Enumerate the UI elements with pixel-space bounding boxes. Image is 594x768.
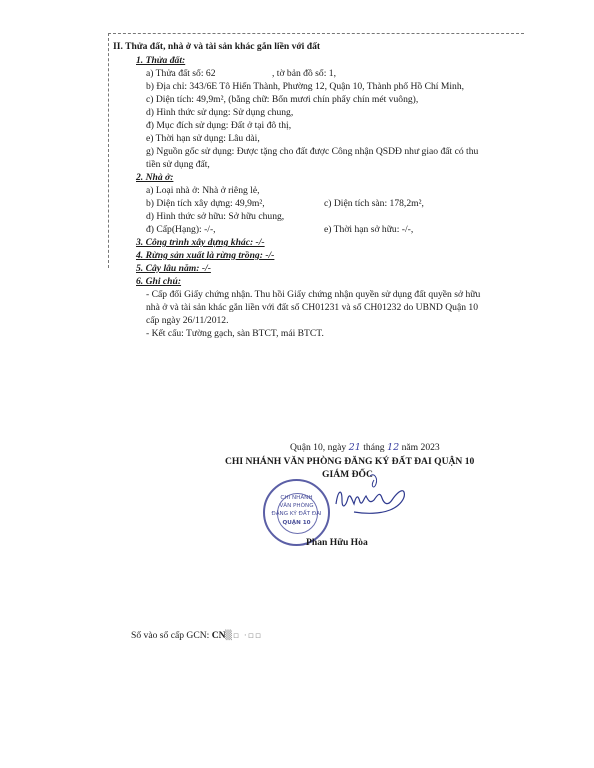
land-area: c) Diện tích: 49,9m², (bằng chữ: Bốn mươi chín phẩy chín mét vuông),: [146, 94, 419, 105]
signing-month-label: tháng: [363, 442, 385, 453]
section-border-left: [108, 33, 109, 268]
notes-line-2: nhà ở và tài sản khác gắn liền với đất số CH01231 và số CH01232 do UBND Quận 10: [146, 302, 479, 313]
house-ownership-term: e) Thời hạn sở hữu: -/-,: [324, 224, 414, 235]
notes-line-3: cấp ngày 26/11/2012.: [146, 315, 229, 326]
signing-month: 12: [386, 442, 400, 453]
house-ownership-form: d) Hình thức sở hữu: Sở hữu chung,: [146, 211, 285, 222]
signature-image: [330, 470, 420, 530]
seal-text-4: QUẬN 10: [282, 520, 311, 526]
issuing-office: CHI NHÁNH VĂN PHÒNG ĐĂNG KÝ ĐẤT ĐAI QUẬN 10: [225, 456, 475, 467]
notes-line-4: - Kết cấu: Tường gạch, sàn BTCT, mái BTCT.: [146, 328, 324, 339]
seal-text-2: VĂN PHÒNG: [279, 503, 314, 509]
signing-day: 21: [348, 442, 361, 453]
signer-role: GIÁM ĐỐC: [322, 469, 373, 480]
notes-line-1: - Cấp đổi Giấy chứng nhận. Thu hồi Giấy chứng nhận quyền sử dụng đất quyền sở hữu: [146, 289, 481, 300]
register-number: [131, 630, 226, 642]
land-origin-line1: g) Nguồn gốc sử dụng: Được tặng cho đất được Công nhận QSDĐ như giao đất có thu: [146, 146, 479, 157]
signer-name: Phan Hữu Hòa: [306, 537, 368, 548]
land-heading: 1. Thửa đất:: [136, 55, 186, 66]
land-map-sheet: , tờ bản đồ số: 1,: [272, 68, 336, 79]
seal-text-3: ĐĂNG KÝ ĐẤT ĐAI: [271, 511, 322, 517]
land-use-form: d) Hình thức sử dụng: Sử dụng chung,: [146, 107, 294, 118]
house-floor-area: c) Diện tích sàn: 178,2m²,: [324, 198, 424, 209]
register-code-obscured: ▒▫ ·▫▫: [225, 631, 262, 641]
land-parcel-number: a) Thửa đất số: 62: [146, 68, 216, 79]
section-border-top: [108, 33, 524, 34]
section-title: II. Thửa đất, nhà ở và tài sản khác gắn liền với đất: [113, 41, 321, 52]
house-type: a) Loại nhà ở: Nhà ở riêng lẻ,: [146, 185, 260, 196]
perennial-trees: 5. Cây lâu năm: -/-: [136, 263, 211, 274]
register-label: Số vào sổ cấp GCN:: [131, 630, 210, 641]
house-heading: 2. Nhà ở:: [136, 172, 174, 183]
other-construction: 3. Công trình xây dựng khác: -/-: [136, 237, 265, 248]
signing-place: Quận 10, ngày: [290, 442, 347, 453]
signing-year: năm 2023: [401, 442, 440, 453]
notes-heading: 6. Ghi chú:: [136, 276, 182, 287]
register-code-prefix: CN: [211, 630, 226, 641]
signing-date: [290, 442, 440, 454]
house-grade: đ) Cấp(Hạng): -/-,: [146, 224, 216, 235]
land-origin-line2: tiền sử dụng đất,: [146, 159, 210, 170]
land-use-purpose: đ) Mục đích sử dụng: Đất ở tại đô thị,: [146, 120, 292, 131]
land-address: b) Địa chỉ: 343/6E Tô Hiến Thành, Phường 12, Quận 10, Thành phố Hồ Chí Minh,: [146, 81, 465, 92]
official-seal: [263, 479, 330, 546]
seal-text-1: CHI NHÁNH: [280, 495, 313, 501]
land-use-term: e) Thời hạn sử dụng: Lâu dài,: [146, 133, 260, 144]
production-forest: 4. Rừng sản xuất là rừng trồng: -/-: [136, 250, 275, 261]
house-build-area: b) Diện tích xây dựng: 49,9m²,: [146, 198, 265, 209]
